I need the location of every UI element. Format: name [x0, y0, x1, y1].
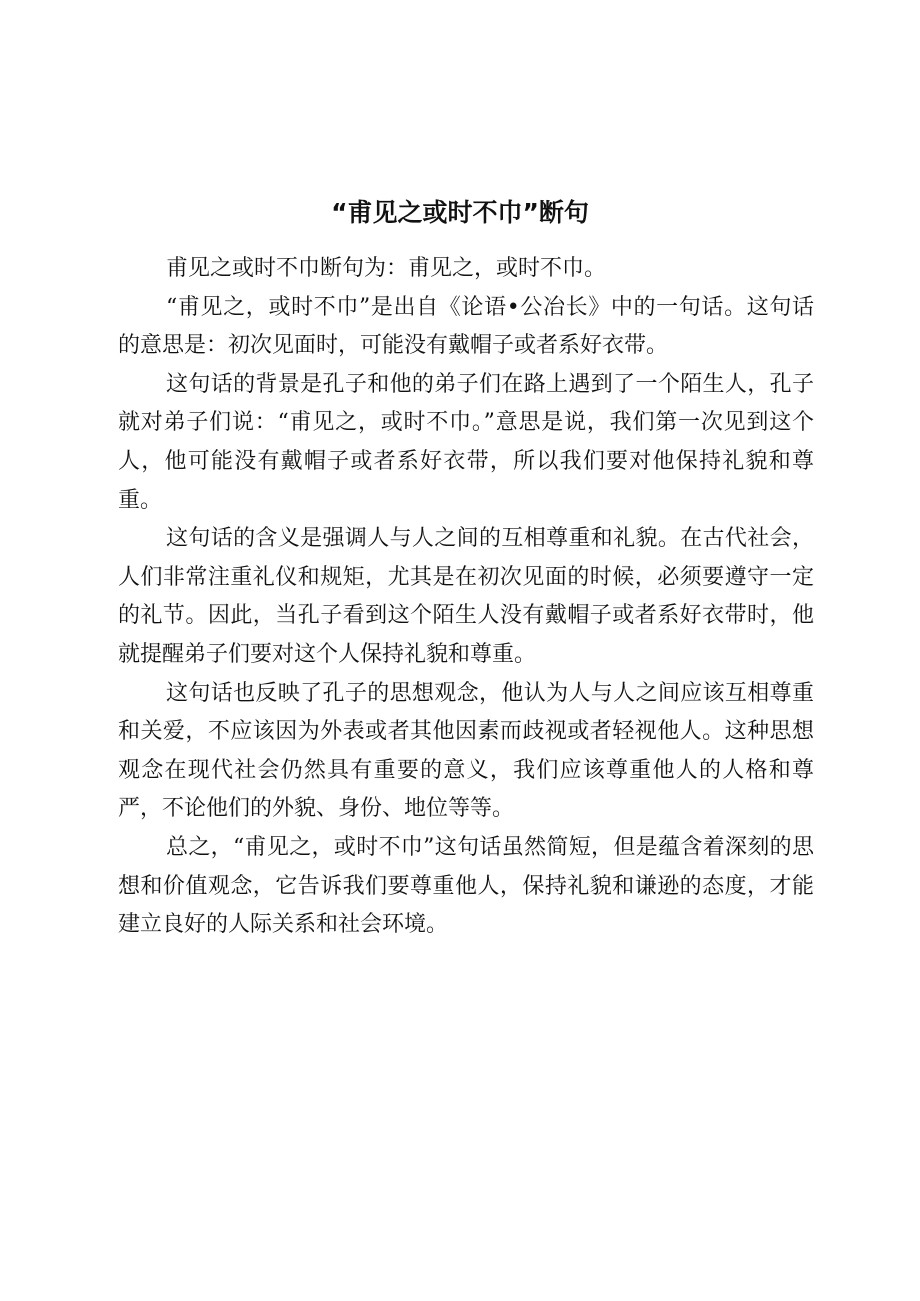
paragraph-6: 总之，“甫见之，或时不巾”这句话虽然简短，但是蕴含着深刻的思想和价值观念，它告诉我们要尊重他人，保持礼貌和谦逊的态度，才能建立良好的人际关系和社会环境。 [118, 834, 814, 938]
paragraph-4: 这句话的含义是强调人与人之间的互相尊重和礼貌。在古代社会，人们非常注重礼仪和规矩，尤其是在初次见面的时候，必须要遵守一定的礼节。因此，当孔子看到这个陌生人没有戴帽子或者系好衣带时，他就提醒弟子们要对这个人保持礼貌和尊重。 [118, 526, 814, 667]
paragraph-1: 甫见之或时不巾断句为：甫见之，或时不巾。 [166, 256, 607, 281]
paragraph-3: 这句话的背景是孔子和他的弟子们在路上遇到了一个陌生人，孔子就对弟子们说：“甫见之，或时不巾。”意思是说，我们第一次见到这个人，他可能没有戴帽子或者系好衣带，所以我们要对他保持礼貌和尊重。 [118, 371, 814, 513]
document-body [118, 250, 814, 945]
paragraph-2: “甫见之，或时不巾”是出自《论语•公冶长》中的一句话。这句话的意思是：初次见面时，可能没有戴帽子或者系好衣带。 [118, 294, 814, 359]
page-title: “甫见之或时不巾”断句 [331, 198, 589, 227]
paragraph-5: 这句话也反映了孔子的思想观念，他认为人与人之间应该互相尊重和关爱，不应该因为外表或者其他因素而歧视或者轻视他人。这种思想观念在现代社会仍然具有重要的意义，我们应该尊重他人的人格和尊严，不论他们的外貌、身份、地位等等。 [118, 680, 814, 822]
